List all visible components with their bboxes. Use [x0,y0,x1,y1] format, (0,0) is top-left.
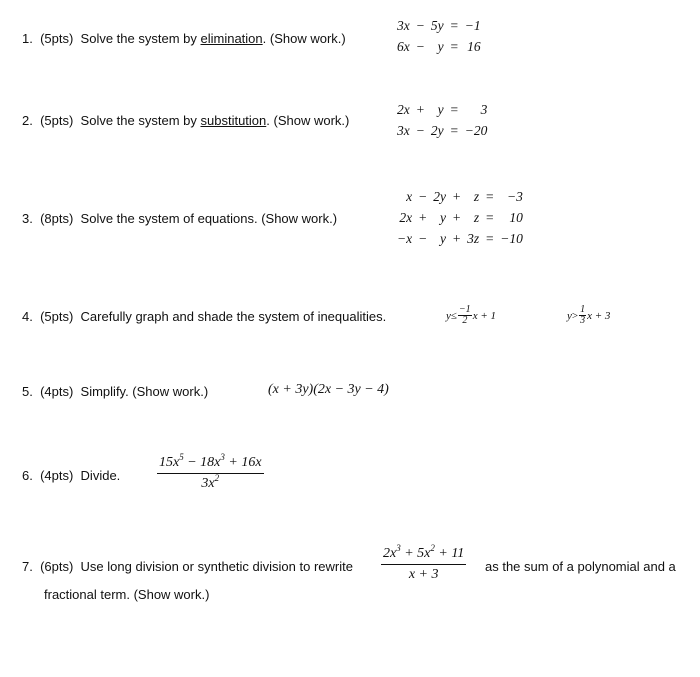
q4-number: 4. [22,309,33,324]
q4-text: Carefully graph and shade the system of inequalities. [80,309,387,324]
q1-text-before: Solve the system by [80,31,201,46]
q4-inequality-2: y > 1 3 x + 3 [567,304,611,326]
q2-keyword: substitution [200,113,267,128]
q5-text: Simplify. (Show work.) [80,384,209,399]
q2-text-before: Solve the system by [80,113,201,128]
q7-points: (6pts) [40,559,74,574]
q5-expression: (x + 3y)(2x − 3y − 4) [268,382,389,397]
q1-keyword: elimination [200,31,263,46]
q1-system [394,15,484,57]
question-6 [22,468,120,484]
q7-text-line2: fractional term. (Show work.) [44,587,210,602]
q1-text-after: . (Show work.) [262,31,346,46]
q3-eq-3: −x − y + 3z = −10 [397,230,523,246]
q6-denominator: $3x^2$ [201,473,220,491]
q2-text-after: . (Show work.) [266,113,350,128]
q3-points: (8pts) [40,211,74,226]
q4-ineq1-fraction: $\frac{-1}{2}$ [458,304,471,326]
q1-points: (5pts) [40,31,74,46]
q1-number: 1. [22,31,33,46]
q2-system [394,99,490,141]
q6-points: (4pts) [40,468,74,483]
question-2 [22,113,349,129]
q5-number: 5. [22,384,33,399]
q6-numerator: $15x^5 - 18x^3 + 16x$ [157,455,264,474]
q7-number: 7. [22,559,33,574]
q7-numerator: $2x^3 + 5x^2 + 11$ [381,546,466,565]
question-1 [22,31,346,47]
q6-number: 6. [22,468,33,483]
q2-eq-2: 3x − 2y = −20 [397,122,488,138]
q3-eq-1: x − 2y + z = −3 [406,188,523,204]
q7-text: Use long division or synthetic division to rewrite [80,559,353,574]
q2-number: 2. [22,113,33,128]
q3-text: Solve the system of equations. (Show work.) [80,211,338,226]
q4-ineq2-fraction: 1 3 [580,304,586,326]
q1-eq-2: 6x − y = 16 [397,38,481,54]
q4-points: (5pts) [40,309,74,324]
q6-text: Divide. [80,468,121,483]
question-7 [22,559,353,575]
q2-eq-1: 2x + y = 3 [397,101,488,117]
q7-fraction [381,543,466,583]
q7-denominator: x + 3 [408,567,439,582]
q3-system [394,186,526,249]
q4-inequality-1: y ≤ $\frac{-1}{2}$ x + 1 [446,304,496,326]
q1-eq-1: 3x − 5y = −1 [397,17,481,33]
question-3 [22,211,337,227]
q2-points: (5pts) [40,113,74,128]
question-4 [22,309,386,325]
q5-points: (4pts) [40,384,74,399]
q6-fraction [157,452,264,492]
q3-eq-2: 2x + y + z = 10 [399,209,523,225]
q3-number: 3. [22,211,33,226]
question-5 [22,384,208,400]
q7-text-after: as the sum of a polynomial and a [485,559,676,574]
